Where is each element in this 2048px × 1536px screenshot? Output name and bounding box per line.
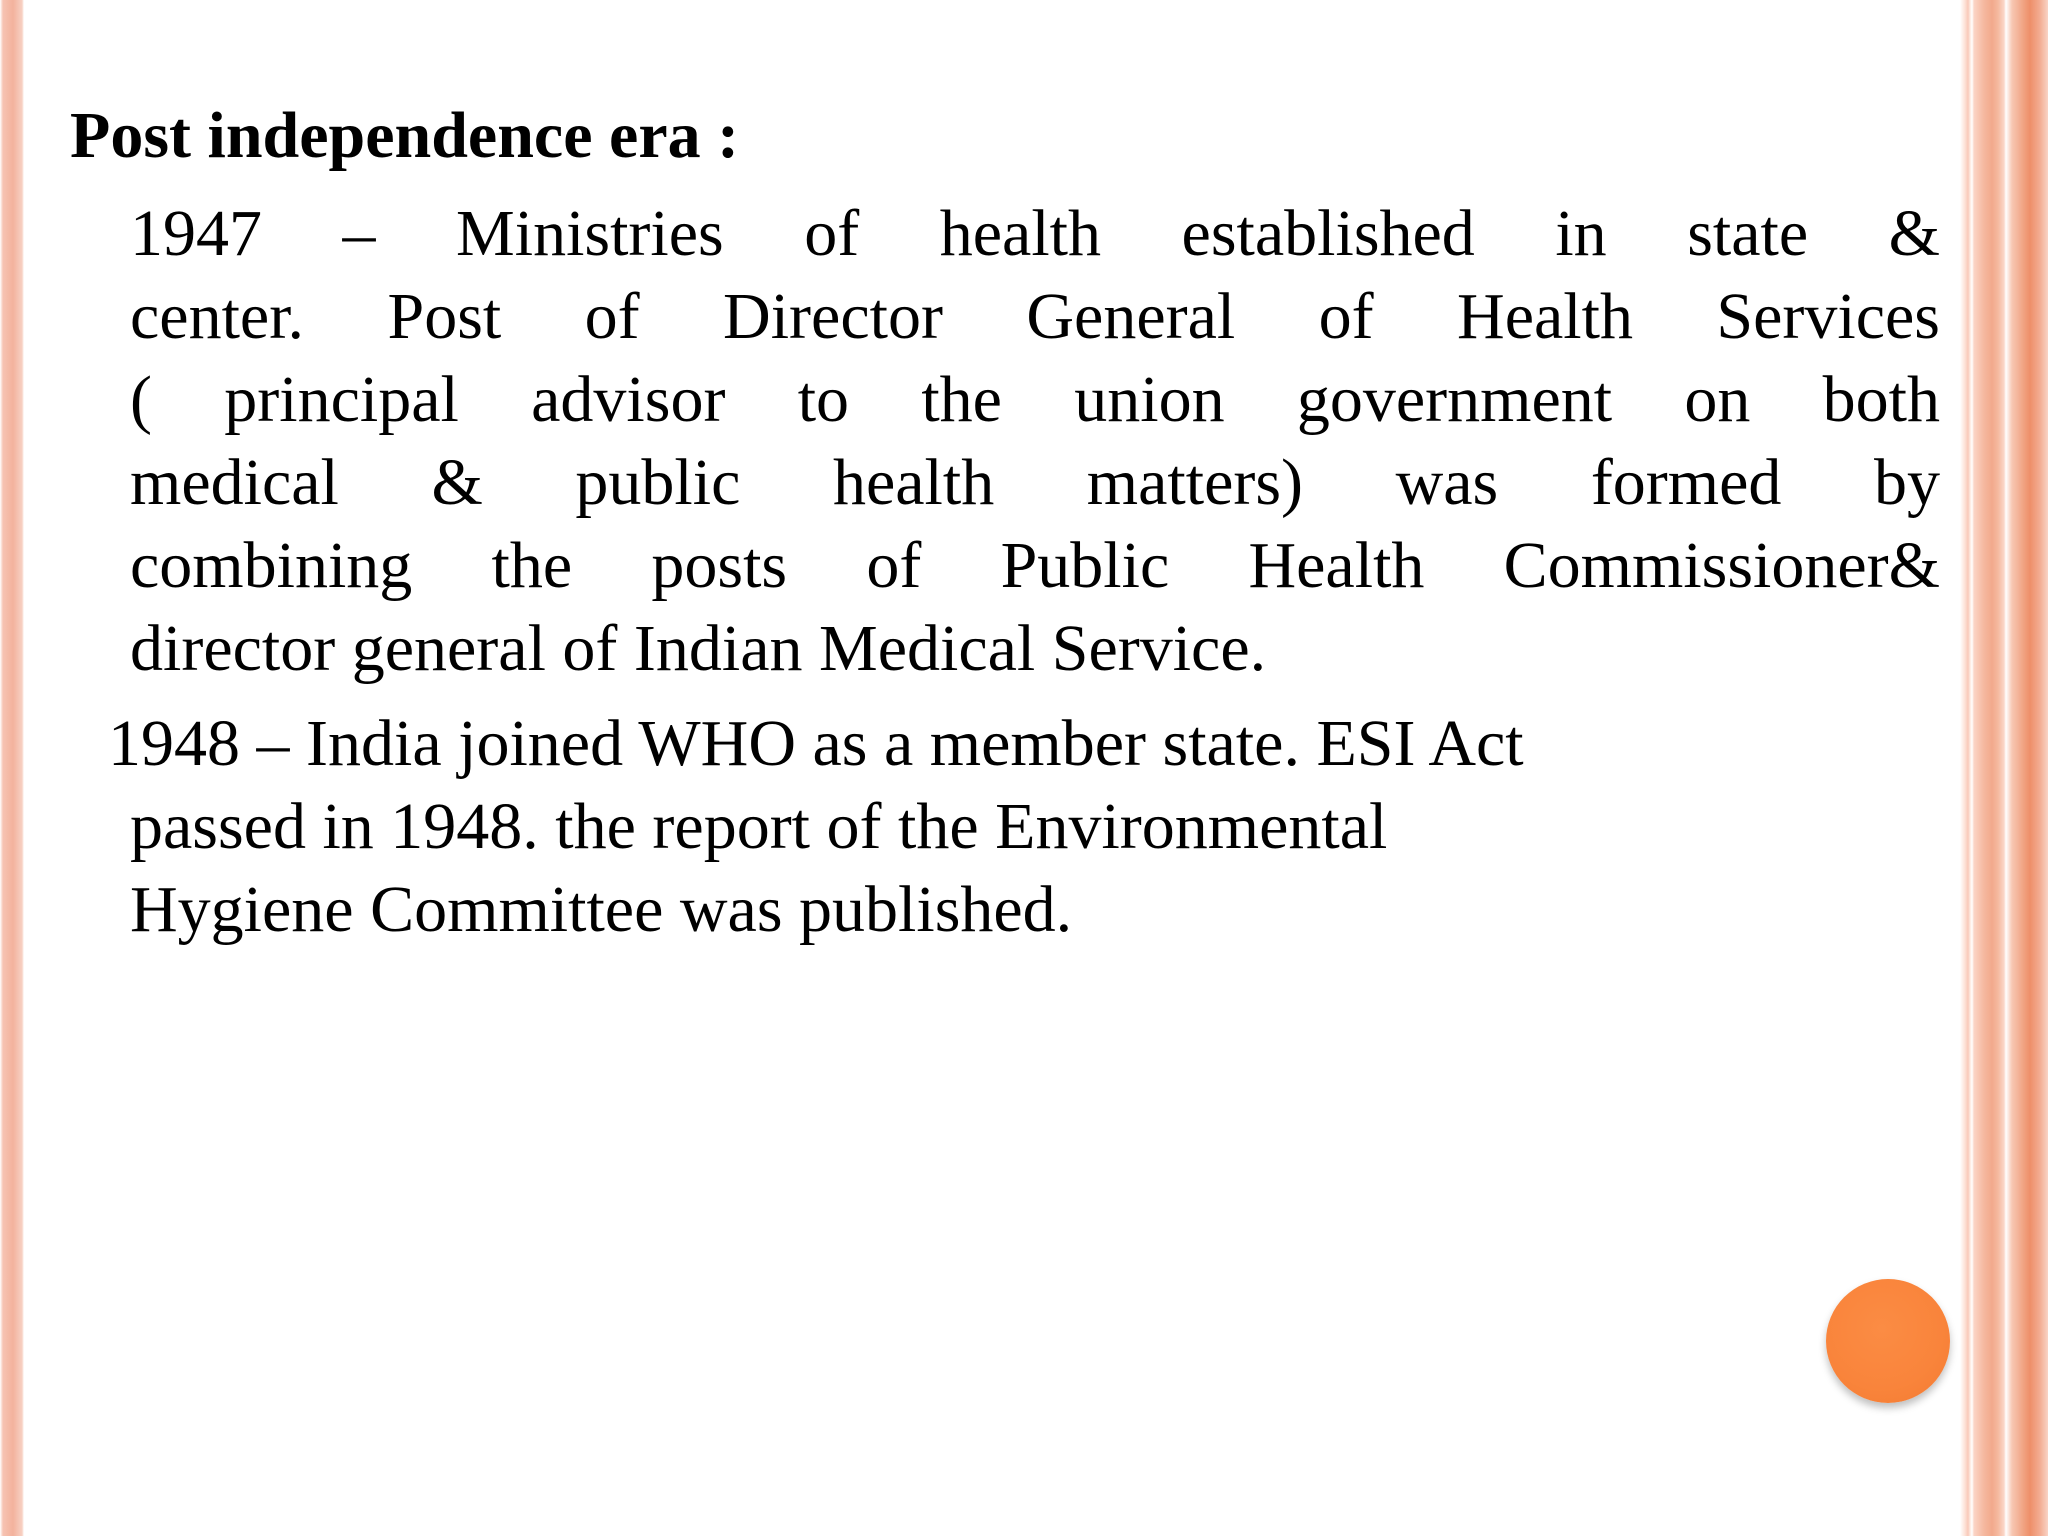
slide-title: Post independence era :: [70, 99, 740, 172]
left-decorative-stripe: [0, 0, 24, 1536]
paragraph-line: passed in 1948. the report of the Environmental: [130, 790, 1388, 863]
paragraph-line: ( principal advisor to the union government on both: [130, 363, 1940, 436]
paragraph-1948: [108, 702, 1940, 951]
right-decorative-band: [1960, 0, 2048, 1536]
paragraph-line: director general of Indian Medical Service.: [130, 612, 1267, 685]
paragraph-line: 1947 – Ministries of health established in state &: [130, 197, 1940, 270]
paragraph-line: Hygiene Committee was published.: [130, 873, 1073, 946]
paragraph-line: combining the posts of Public Health Commissioner&: [130, 529, 1940, 602]
orange-circle-icon: [1826, 1279, 1950, 1403]
paragraph-line: center. Post of Director General of Health Services: [130, 280, 1940, 353]
paragraph-line: medical & public health matters) was formed by: [130, 446, 1940, 519]
paragraph-line: 1948 – India joined WHO as a member state. ESI Act: [108, 707, 1524, 780]
paragraph-1947: [130, 192, 1940, 690]
